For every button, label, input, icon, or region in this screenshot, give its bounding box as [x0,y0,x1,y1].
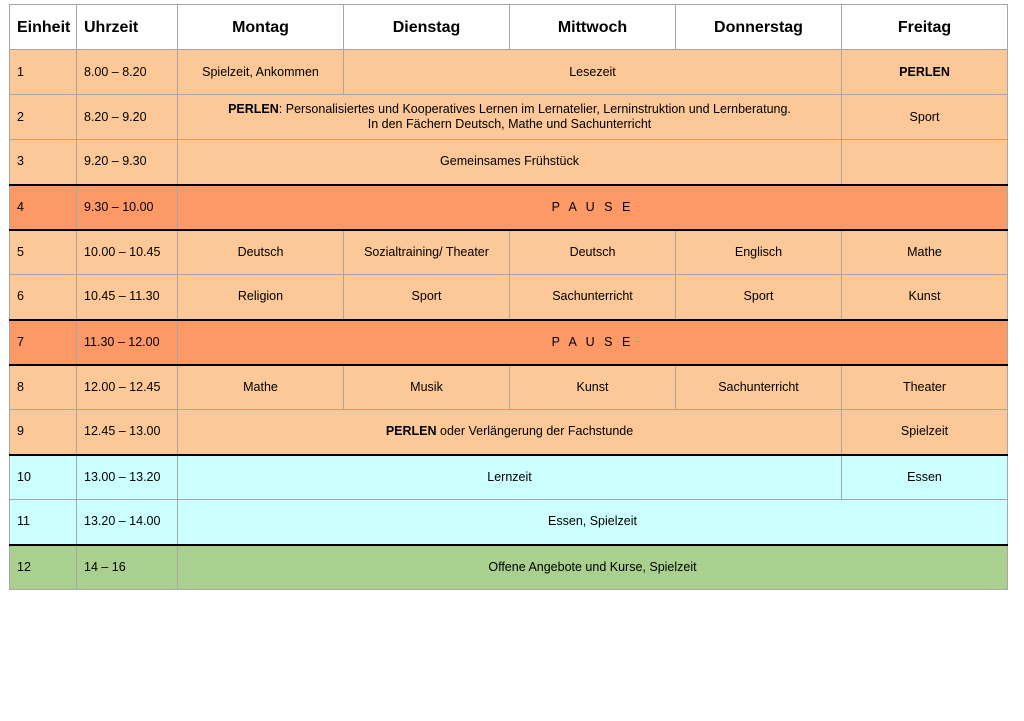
header-montag: Montag [178,5,344,50]
table-row [10,230,1008,275]
lesson-cell: Deutsch [178,230,344,275]
table-row [10,410,1008,455]
header-row [10,5,1008,50]
lesson-cell: Sozialtraining/ Theater [344,230,510,275]
unit-cell: 4 [10,185,77,230]
lesson-cell: Spielzeit [842,410,1008,455]
unit-cell: 3 [10,140,77,185]
table-row [10,275,1008,320]
header-dienstag: Dienstag [344,5,510,50]
lesson-cell: Englisch [676,230,842,275]
lesson-cell [842,140,1008,185]
pause-cell: P A U S E [178,320,1008,365]
lesson-cell: Sport [842,95,1008,140]
unit-cell: 11 [10,500,77,545]
table-row [10,500,1008,545]
lesson-cell: Sachunterricht [676,365,842,410]
unit-cell: 7 [10,320,77,365]
lesson-cell: Mathe [178,365,344,410]
lesson-cell: Offene Angebote und Kurse, Spielzeit [178,545,1008,590]
lesson-cell [178,410,842,455]
table-row [10,545,1008,590]
perlen-description: : Personalisiertes und Kooperatives Lernen im Lernatelier, Lerninstruktion und Lernberatung. [278,102,791,116]
lesson-cell: PERLEN [842,50,1008,95]
lesson-cell: Deutsch [510,230,676,275]
perlen-label: PERLEN [228,102,279,116]
time-cell: 9.30 – 10.00 [77,185,178,230]
table-row [10,95,1008,140]
lesson-cell: Kunst [510,365,676,410]
lesson-cell: Sport [676,275,842,320]
time-cell: 14 – 16 [77,545,178,590]
lesson-cell: Kunst [842,275,1008,320]
unit-cell: 1 [10,50,77,95]
unit-cell: 2 [10,95,77,140]
lesson-cell: Religion [178,275,344,320]
header-mittwoch: Mittwoch [510,5,676,50]
table-row [10,185,1008,230]
header-freitag: Freitag [842,5,1008,50]
lesson-cell: Lernzeit [178,455,842,500]
unit-cell: 6 [10,275,77,320]
lesson-cell [178,95,842,140]
lesson-cell: Lesezeit [344,50,842,95]
header-einheit: Einheit [10,5,77,50]
header-donnerstag: Donnerstag [676,5,842,50]
time-cell: 12.00 – 12.45 [77,365,178,410]
header-uhrzeit: Uhrzeit [77,5,178,50]
time-cell: 11.30 – 12.00 [77,320,178,365]
time-cell: 13.20 – 14.00 [77,500,178,545]
lesson-cell: Essen [842,455,1008,500]
lesson-cell: Musik [344,365,510,410]
timetable [9,4,1008,590]
unit-cell: 10 [10,455,77,500]
perlen-label: PERLEN [385,424,437,439]
unit-cell: 12 [10,545,77,590]
table-row [10,50,1008,95]
table-row [10,320,1008,365]
lesson-cell: Sachunterricht [510,275,676,320]
unit-cell: 9 [10,410,77,455]
time-cell: 8.00 – 8.20 [77,50,178,95]
time-cell: 13.00 – 13.20 [77,455,178,500]
perlen-extension-text: oder Verlängerung der Fachstunde [436,424,634,439]
table-row [10,140,1008,185]
unit-cell: 8 [10,365,77,410]
time-cell: 10.00 – 10.45 [77,230,178,275]
time-cell: 12.45 – 13.00 [77,410,178,455]
perlen-subjects: In den Fächern Deutsch, Mathe und Sachunterricht [367,117,652,131]
table-row [10,455,1008,500]
time-cell: 9.20 – 9.30 [77,140,178,185]
unit-cell: 5 [10,230,77,275]
lesson-cell: Mathe [842,230,1008,275]
lesson-cell: Sport [344,275,510,320]
lesson-cell: Theater [842,365,1008,410]
pause-cell: P A U S E [178,185,1008,230]
lesson-cell: Essen, Spielzeit [178,500,1008,545]
time-cell: 8.20 – 9.20 [77,95,178,140]
lesson-cell: Spielzeit, Ankommen [178,50,344,95]
table-row [10,365,1008,410]
lesson-cell: Gemeinsames Frühstück [178,140,842,185]
time-cell: 10.45 – 11.30 [77,275,178,320]
